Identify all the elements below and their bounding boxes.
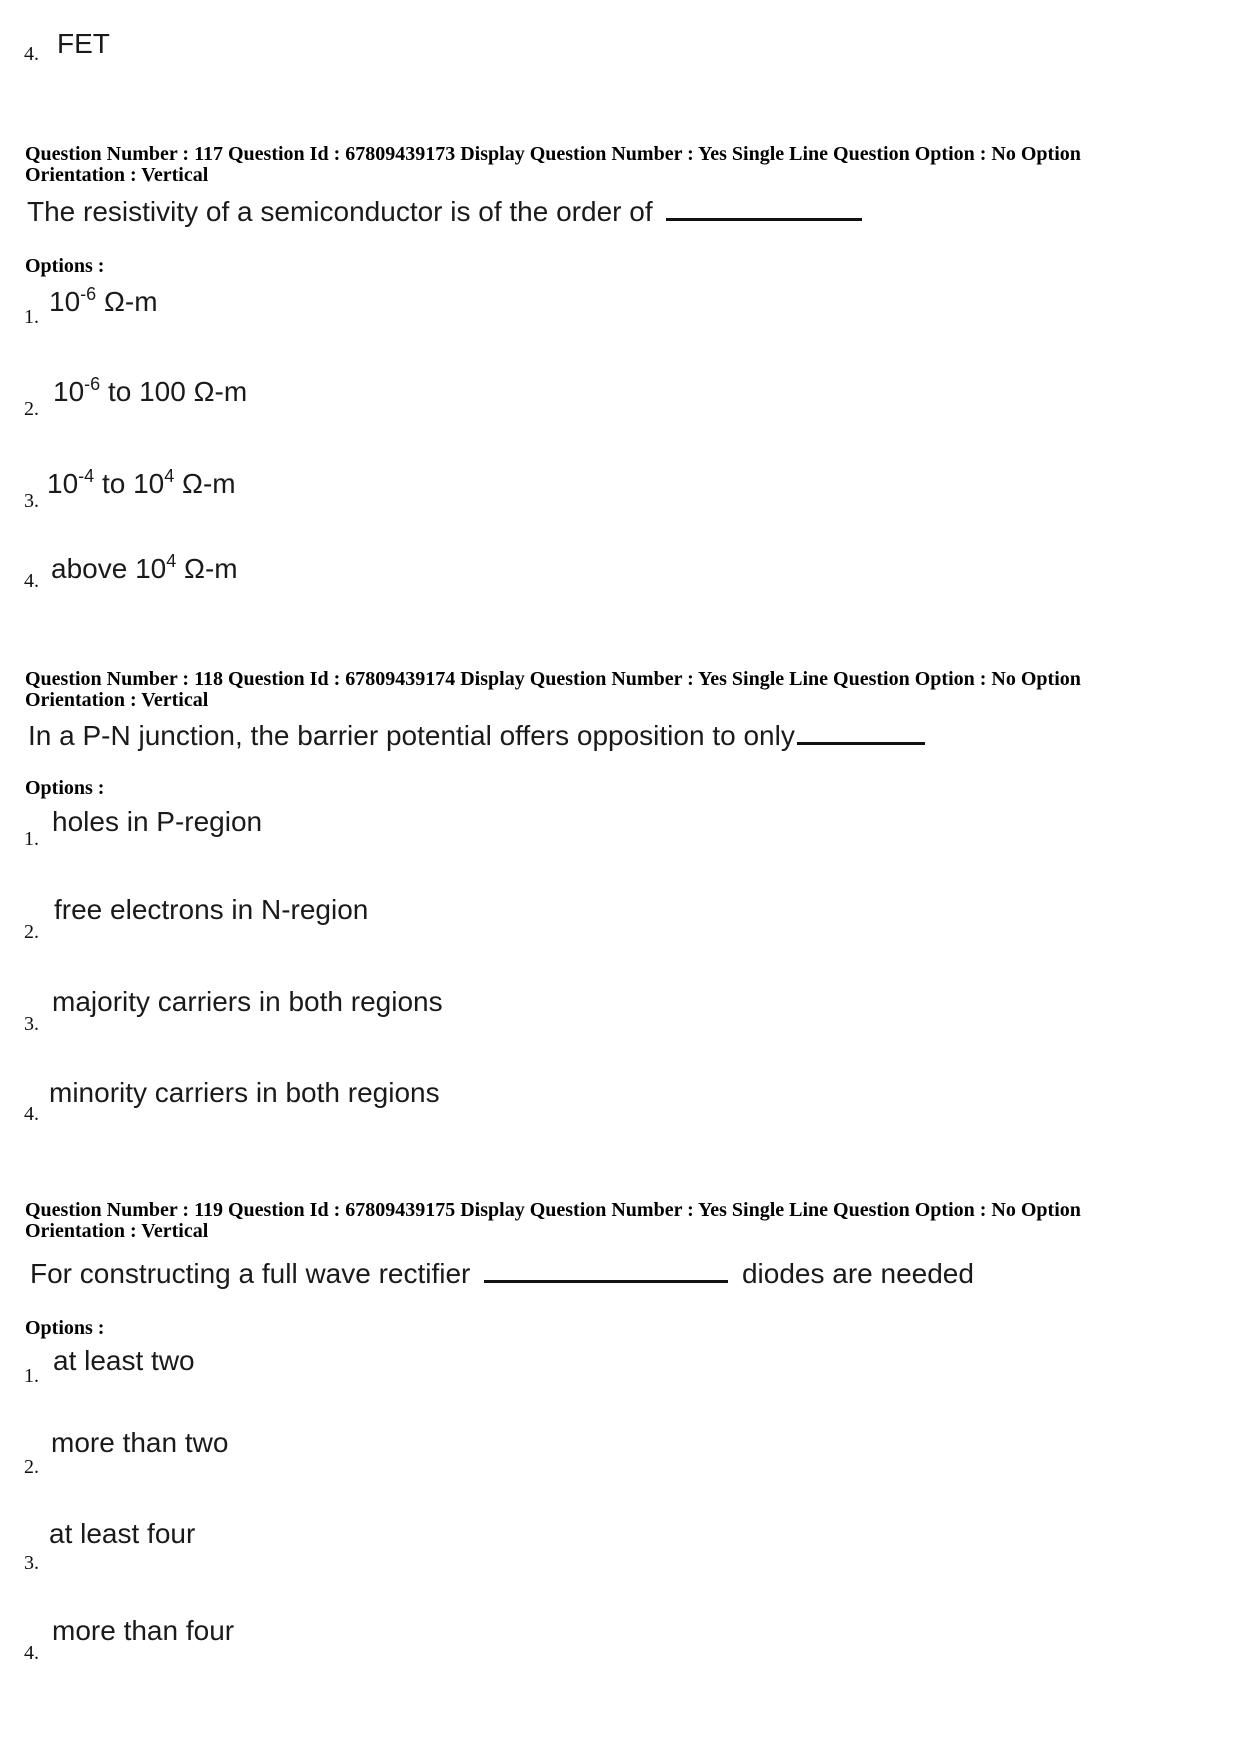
option-exponent: 4 (166, 551, 177, 571)
option-base: above 10 (51, 553, 167, 584)
option-mid: to 10 (94, 468, 165, 499)
option-2[interactable] (53, 374, 248, 407)
question-meta (25, 1200, 1225, 1242)
option-3[interactable]: at least four (49, 1518, 196, 1549)
answer-blank (666, 198, 862, 221)
option-number: 4. (24, 1642, 39, 1664)
option-text[interactable]: FET (57, 28, 110, 59)
option-exponent-2: 4 (164, 466, 175, 486)
option-unit: to 100 Ω-m (100, 376, 248, 407)
option-3[interactable]: majority carriers in both regions (52, 986, 443, 1017)
option-number: 4. (24, 570, 39, 592)
option-4[interactable] (51, 551, 238, 584)
question-meta (25, 669, 1225, 711)
question-text-before: For constructing a full wave rectifier (30, 1258, 471, 1289)
option-3[interactable] (47, 466, 236, 499)
answer-blank (797, 722, 925, 745)
question-text (27, 198, 862, 226)
option-number: 2. (24, 1456, 39, 1478)
options-label: Options : (25, 1317, 105, 1339)
option-number: 2. (24, 398, 39, 420)
option-base: 10 (49, 286, 81, 317)
option-number: 3. (24, 1552, 39, 1574)
option-unit: Ω-m (174, 468, 236, 499)
option-1[interactable] (49, 284, 158, 317)
question-meta-line2: Orientation : Vertical (25, 1220, 209, 1242)
question-meta-line1: Question Number : 118 Question Id : 67809439174 Display Question Number : Yes Single Line Question Option : No Option (25, 668, 1081, 690)
option-number: 3. (24, 490, 39, 512)
options-label: Options : (25, 777, 105, 799)
question-text (28, 722, 925, 750)
question-meta (25, 144, 1225, 186)
option-exponent: -6 (84, 374, 101, 394)
question-text-after: diodes are needed (741, 1258, 974, 1289)
option-number: 3. (24, 1013, 39, 1035)
option-unit: Ω-m (96, 286, 158, 317)
option-1[interactable]: holes in P-region (52, 806, 263, 837)
option-unit: Ω-m (176, 553, 238, 584)
option-4[interactable]: more than four (52, 1615, 235, 1646)
options-label: Options : (25, 255, 105, 277)
question-meta-line2: Orientation : Vertical (25, 164, 209, 186)
option-2[interactable]: more than two (51, 1427, 229, 1458)
answer-blank (484, 1260, 728, 1283)
option-number: 1. (24, 828, 39, 850)
question-meta-line1: Question Number : 119 Question Id : 67809439175 Display Question Number : Yes Single Line Question Option : No Option (25, 1199, 1081, 1221)
option-number: 4. (24, 1103, 39, 1125)
question-meta-line1: Question Number : 117 Question Id : 67809439173 Display Question Number : Yes Single Line Question Option : No Option (25, 143, 1081, 165)
option-number: 1. (24, 306, 39, 328)
question-meta-line2: Orientation : Vertical (25, 689, 209, 711)
option-number: 4. (24, 43, 39, 65)
option-exponent: -4 (78, 466, 95, 486)
option-base: 10 (53, 376, 85, 407)
question-text-body: The resistivity of a semiconductor is of the order of (27, 196, 653, 227)
option-exponent: -6 (80, 284, 97, 304)
option-base: 10 (47, 468, 79, 499)
question-text (30, 1260, 974, 1288)
option-number: 2. (24, 921, 39, 943)
question-text-body: In a P-N junction, the barrier potential offers opposition to only (28, 720, 795, 751)
option-4[interactable]: minority carriers in both regions (49, 1077, 440, 1108)
option-2[interactable]: free electrons in N-region (54, 894, 369, 925)
option-number: 1. (24, 1365, 39, 1387)
option-1[interactable]: at least two (53, 1345, 195, 1376)
